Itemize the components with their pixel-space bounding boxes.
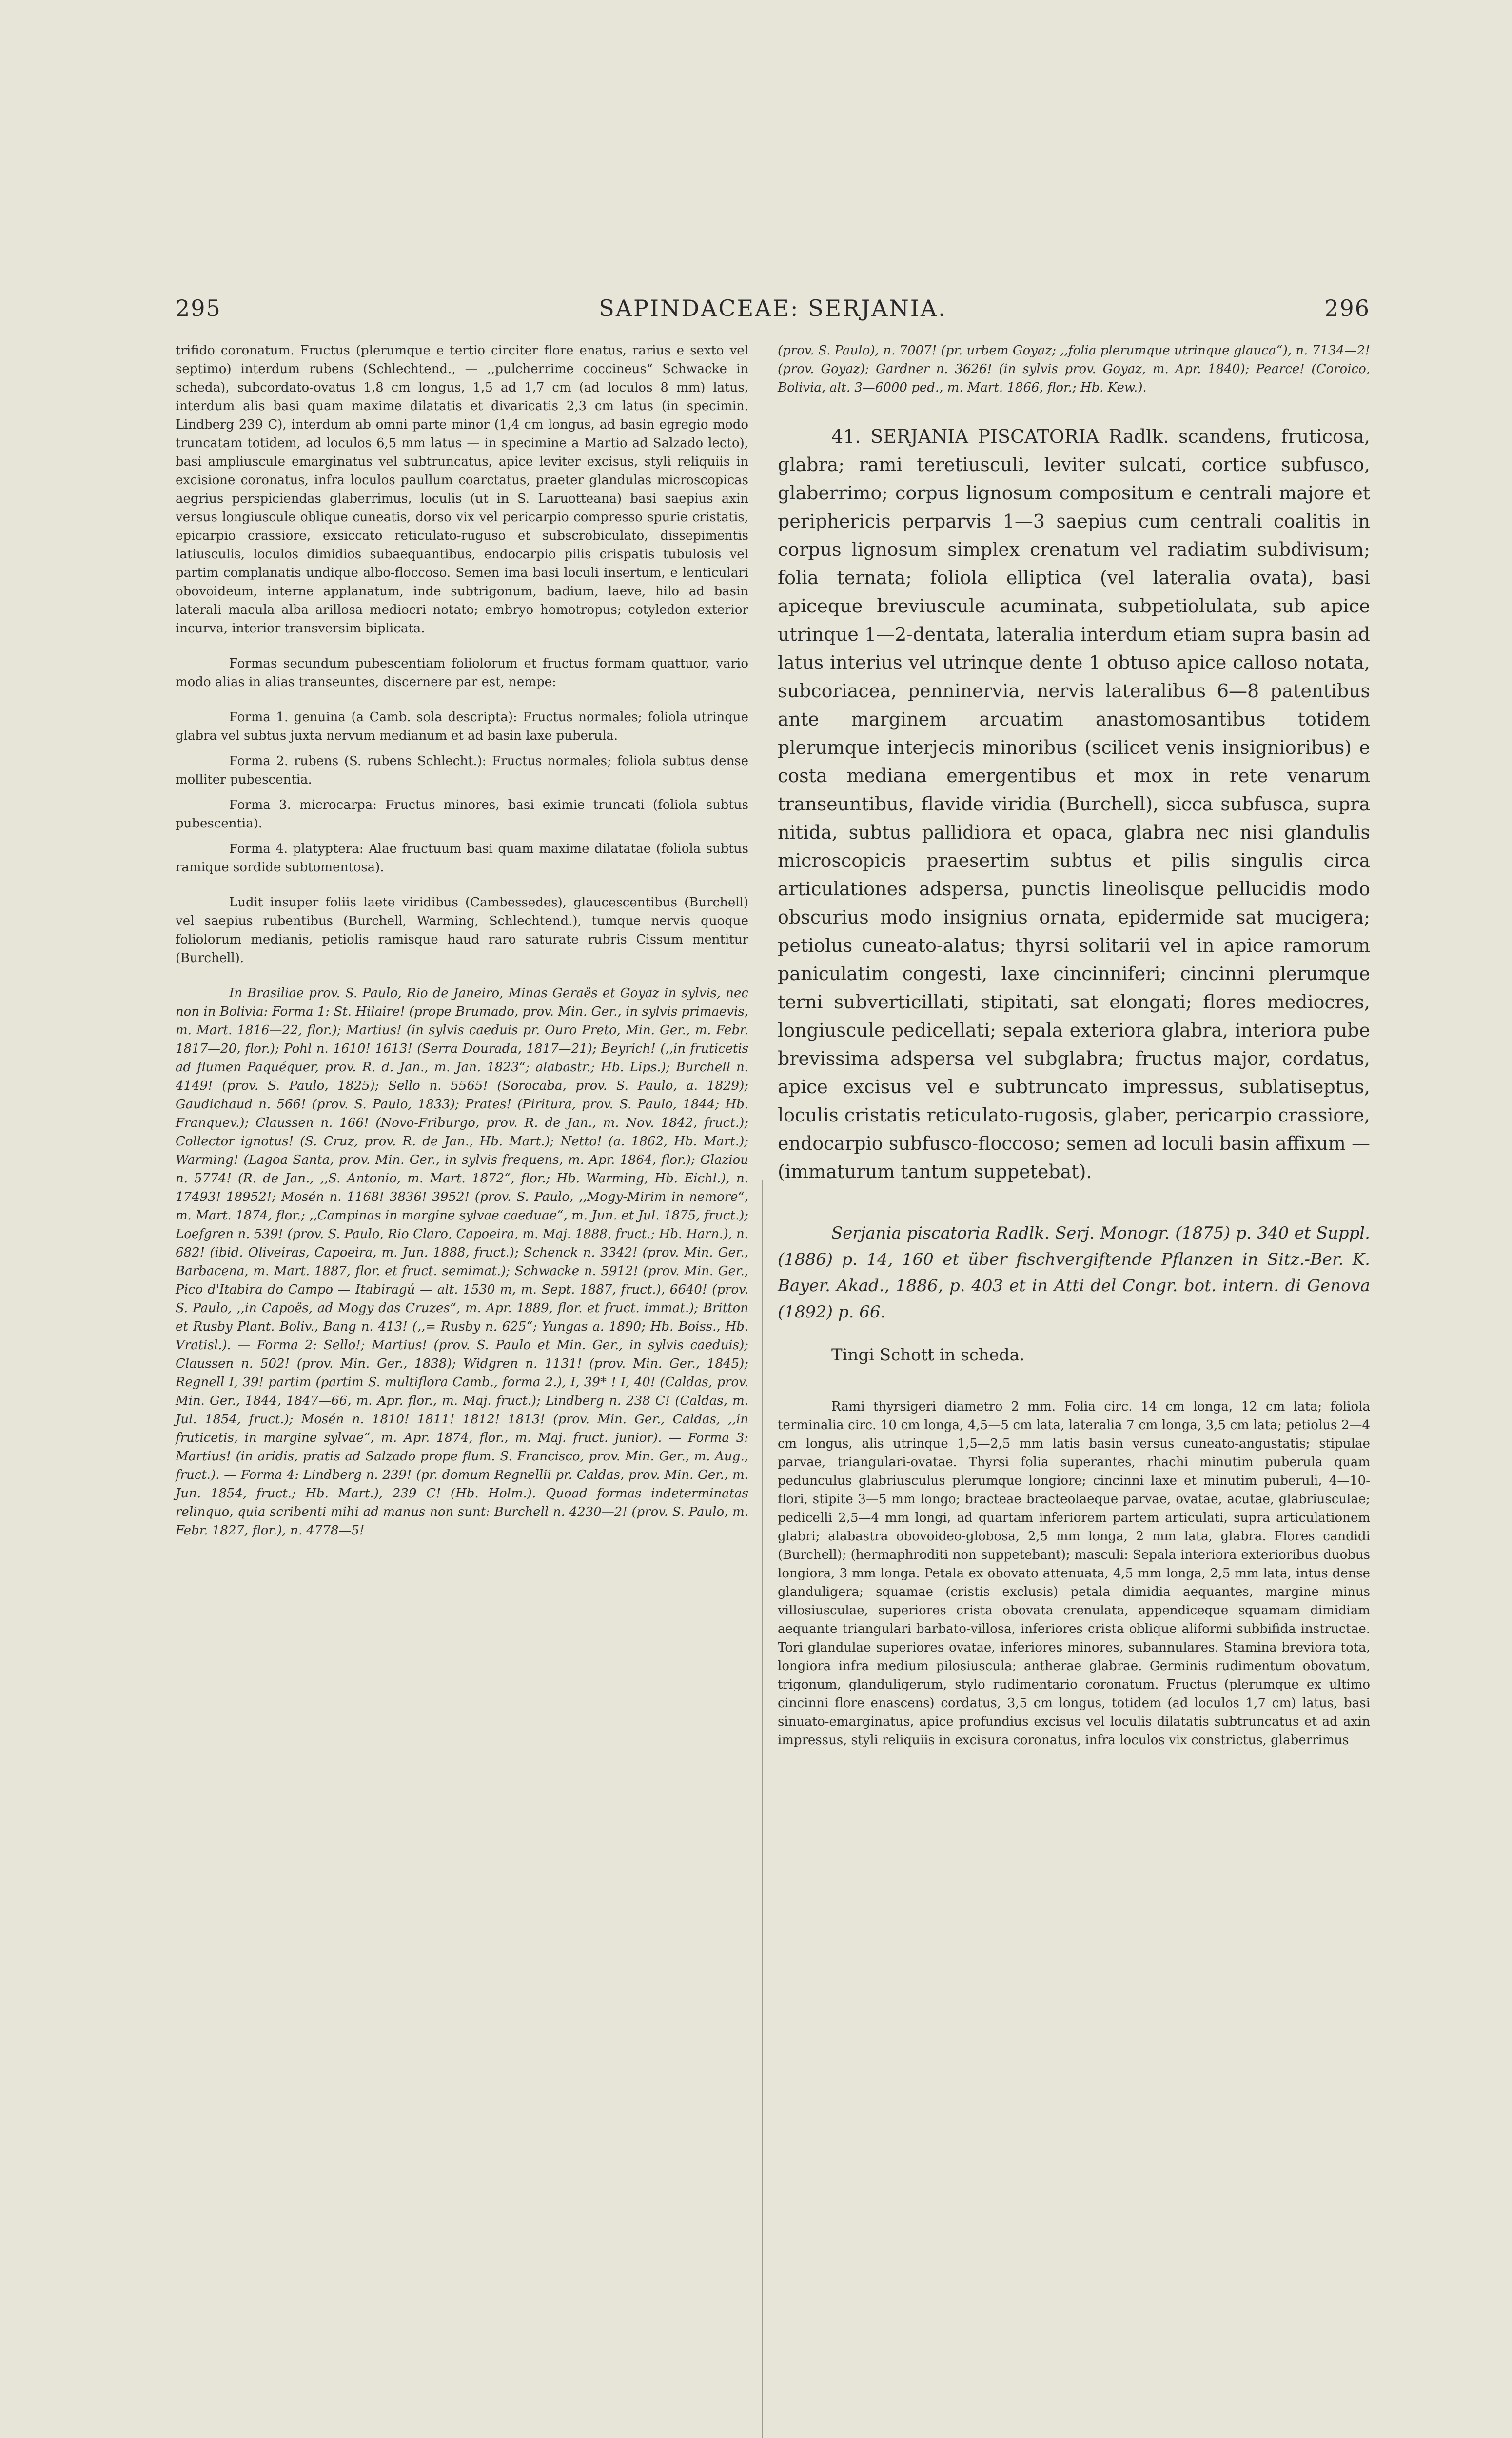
synonymy: Serjania piscatoria Radlk. Serj. Monogr. (1875) p. 340 et Suppl. (1886) p. 14, 160 et über fischvergiftende Pflanzen in Sitz.-Ber. K. Bayer. Akad., 1886, p. 403 et in Atti del Congr. bot. intern. di Genova (1892) p. 66. bbox=[778, 1223, 1370, 1322]
page-number-right: 296 bbox=[1324, 295, 1370, 321]
distribution-specimens: In Brasiliae prov. S. Paulo, Rio de Janeiro, Minas Geraës et Goyaz in sylvis, nec non in Bolivia: Forma 1: St. Hilaire! (prope Brumado, prov. Min. Ger., in sylvis primaevis, m. Mart. 1816—22, flor.); Martius! (in sylvis caeduis pr. Ouro Preto, Min. Ger., m. Febr. 1817—20, flor.); Pohl n. 1610! 1613! (Serra Dourada, 1817—21); Beyrich! (,,in fruticetis ad flumen Paquéquer, prov. R. d. Jan., m. Jan. 1823“; alabastr.; Hb. Lips.); Burchell n. 4149! (prov. S. Paulo, 1825); Sello n. 5565! (Sorocaba, prov. S. Paulo, a. 1829); Gaudichaud n. 566! (prov. S. Paulo, 1833); Prates! (Piritura, prov. S. Paulo, 1844; Hb. Franquev.); Claussen n. 166! (Novo-Friburgo, prov. R. de Jan., m. Nov. 1842, fruct.); Collector ignotus! (S. Cruz, prov. R. de Jan., Hb. Mart.); Netto! (a. 1862, Hb. Mart.); Warming! (Lagoa Santa, prov. Min. Ger., in sylvis frequens, m. Apr. 1864, flor.); Glaziou n. 5774! (R. de Jan., ,,S. Antonio, m. Mart. 1872“, flor.; Hb. Warming, Hb. Eichl.), n. 17493! 18952!; Mosén n. 1168! 3836! 3952! (prov. S. Paulo, ,,Mogy-Mirim in nemore“, m. Mart. 1874, flor.; ,,Campinas in margine sylvae caeduae“, m. Jun. et Jul. 1875, fruct.); Loefgren n. 539! (prov. S. Paulo, Rio Claro, Capoeira, m. Maj. 1888, fruct.; Hb. Harn.), n. 682! (ibid. Oliveiras, Capoeira, m. Jun. 1888, fruct.); Schenck n. 3342! (prov. Min. Ger., Barbacena, m. Mart. 1887, flor. et fruct. semimat.); Schwacke n. 5912! (prov. Min. Ger., Pico d'Itabira do Campo — Itabiragú — alt. 1530 m, m. Sept. 1887, fruct.), 6640! (prov. S. Paulo, ,,in Capoës, ad Mogy das Cruzes“, m. Apr. 1889, flor. et fruct. immat.); Britton et Rusby Plant. Boliv., Bang n. 413! (,,= Rusby n. 625“; Yungas a. 1890; Hb. Boiss., Hb. Vratisl.). — Forma 2: Sello!; Martius! (prov. S. Paulo et Min. Ger., in sylvis caeduis); Claussen n. 502! (prov. Min. Ger., 1838); Widgren n. 1131! (prov. Min. Ger., 1845); Regnell I, 39! partim (partim S. multiflora Camb., forma 2.), I, 39* ! I, 40! (Caldas, prov. Min. Ger., 1844, 1847—66, m. Apr. flor., m. Maj. fruct.); Lindberg n. 238 C! (Caldas, m. Jul. 1854, fruct.); Mosén n. 1810! 1811! 1812! 1813! (prov. Min. Ger., Caldas, ,,in fruticetis, in margine sylvae“, m. Apr. 1874, flor., m. Maj. fruct. junior). — Forma 3: Martius! (in aridis, pratis ad Salzado prope flum. S. Francisco, prov. Min. Ger., m. Aug., fruct.). — Forma 4: Lindberg n. 239! (pr. domum Regnellii pr. Caldas, prov. Min. Ger., m. Jun. 1854, fruct.; Hb. Mart.), 239 C! (Hb. Holm.). Quoad formas indeterminatas relinquo, quia scribenti mihi ad manus non sunt: Burchell n. 4230—2! (prov. S. Paulo, m. Febr. 1827, flor.), n. 4778—5! bbox=[176, 986, 748, 1538]
detailed-description: Rami thyrsigeri diametro 2 mm. Folia circ. 14 cm longa, 12 cm lata; foliola terminalia circ. 10 cm longa, 4,5—5 cm lata, lateralia 7 cm longa, 3,5 cm lata; petiolus 2—4 cm longus, alis utrinque 1,5—2,5 mm latis basin versus cuneato-angustatis; stipulae parvae, triangulari-ovatae. Thyrsi folia superantes, rhachi minutim puberula quam pedunculus glabriusculus plerumque longiore; cincinni laxe et minutim puberuli, 4—10-flori, stipite 3—5 mm longo; bracteae bracteolaeque parvae, ovatae, acutae, glabriusculae; pedicelli 2,5—4 mm longi, ad quartam inferiorem partem articulati, supra articulationem glabri; alabastra obovoideo-globosa, 2,5 mm longa, 2 mm lata, glabra. Flores candidi (Burchell); (hermaphroditi non suppetebant); masculi: Sepala interiora exterioribus duobus longiora, 3 mm longa. Petala ex obovato attenuata, 4,5 mm longa, 2,5 mm lata, intus dense glanduligera; squamae (cristis exclusis) petala dimidia aequantes, margine minus villosiusculae, superiores crista obovata crenulata, appendiceque squamam dimidiam aequante triangulari barbato-villosa, inferiores crista oblique aliformi subbifida instructae. Tori glandulae superiores ovatae, inferiores minores, subannulares. Stamina breviora tota, longiora infra medium pilosiuscula; antherae glabrae. Germinis rudimentum obovatum, trigonum, glanduligerum, stylo rudimentario coronatum. Fructus (plerumque ex ultimo cincinni flore enascens) cordatus, 3,5 cm longus, totidem (ad loculos 1,7 cm) latus, basi sinuato-emarginatus, apice profundius excisus vel loculis dilatatis subtruncatus et ad axin impressus, styli reliquiis in excisura coronatus, infra loculos vix constrictus, glaberrimus bbox=[778, 1399, 1370, 1748]
running-title: SAPINDACEAE: SERJANIA. bbox=[599, 295, 947, 321]
page-number-left: 295 bbox=[176, 295, 221, 321]
specimens-continued: (prov. S. Paulo), n. 7007! (pr. urbem Goyaz; ,,folia plerumque utrinque glauca“), n. 7134—2! (prov. Goyaz); Gardner n. 3626! (in sylvis prov. Goyaz, m. Apr. 1840); Pearce! (Coroico, Bolivia, alt. 3—6000 ped., m. Mart. 1866, flor.; Hb. Kew.). bbox=[778, 343, 1370, 395]
forma-4: Forma 4. platyptera: Alae fructuum basi quam maxime dilatatae (foliola subtus ramique sordide subtomentosa). bbox=[176, 842, 748, 875]
species-description: 41. SERJANIA PISCATORIA Radlk. scandens, fruticosa, glabra; rami teretiusculi, leviter sulcati, cortice subfusco, glaberrimo; corpus lignosum compositum e centrali majore et periphericis perparvis 1—3 saepius cum centrali coalitis in corpus lignosum simplex crenatum vel radiatim subdivisum; folia ternata; foliola elliptica (vel lateralia ovata), basi apiceque breviuscule acuminata, subpetiolulata, sub apice utrinque 1—2-dentata, lateralia interdum etiam supra basin ad latus interius vel utrinque dente 1 obtuso apice calloso notata, subcoriacea, penninervia, nervis lateralibus 6—8 patentibus ante marginem arcuatim anastomosantibus totidem plerumque interjecis minoribus (scilicet venis insignioribus) e costa mediana emergentibus et mox in rete venarum transeuntibus, flavide viridia (Burchell), sicca subfusca, supra nitida, subtus pallidiora et opaca, glabra nec nisi glandulis microscopicis praesertim subtus et pilis singulis circa articulationes adspersa, punctis lineolisque pellucidis modo obscurius modo insignius ornata, epidermide sat mucigera; petiolus cuneato-alatus; thyrsi solitarii vel in apice ramorum paniculatim congesti, laxe cincinniferi; cincinni plerumque terni subverticillati, stipitati, sat elongati; flores mediocres, longiuscule pedicellati; sepala exteriora glabra, interiora pube brevissima adspersa vel subglabra; fructus major, cordatus, apice excisus vel e subtruncato impressus, sublatiseptus, loculis cristatis reticulato-rugosis, glaber, pericarpio crassiore, endocarpio subfusco-floccoso; semen ad loculi basin affixum — (immaturum tantum suppetebat). bbox=[778, 426, 1370, 1182]
forma-3: Forma 3. microcarpa: Fructus minores, basi eximie truncati (foliola subtus pubescentia). bbox=[176, 798, 748, 831]
fruit-description: trifido coronatum. Fructus (plerumque e tertio circiter flore enatus, rarius e sexto vel septimo) interdum rubens (Schlechtend., — ,,pulcherrime coccineus“ Schwacke in scheda), subcordato-ovatus 1,8 cm longus, 1,5 ad 1,7 cm (ad loculos 8 mm) latus, interdum alis basi quam maxime dilatatis et divaricatis 2,3 cm latus (in specimin. Lindberg 239 C), interdum ab omni parte minor (1,4 cm longus, ad basin egregio modo truncatam totidem, ad loculos 6,5 mm latus — in specimine a Martio ad Salzado lecto), basi ampliuscule emarginatus vel subtruncatus, apice leviter excisus, styli reliquiis in excisione coronatus, infra loculos paullum coarctatus, praeter glandulas microscopicas aegrius perspiciendas glaberrimus, loculis (ut in S. Laruotteana) basi saepius axin versus longiuscule oblique cuneatis, dorso vix vel pericarpio compresso spurie cristatis, epicarpio crassiore, exsiccato reticulato-ruguso et subscrobiculato, dissepimentis latiusculis, loculos dimidios subaequantibus, endocarpio pilis crispatis tubulosis vel partim complanatis undique albo-floccoso. Semen ima basi loculi insertum, e lenticulari obovoideum, interne applanatum, inde subtrigonum, badium, laeve, hilo ad basin laterali macula alba arillosa mediocri notato; embryo homotropus; cotyledon exterior incurva, interior transversim biplicata. bbox=[176, 343, 748, 636]
left-column bbox=[176, 341, 748, 2292]
forms-intro: Formas secundum pubescentiam foliolorum et fructus formam quattuor, vario modo alias in alias transeuntes, discernere par est, nempe: bbox=[176, 656, 748, 689]
forma-2: Forma 2. rubens (S. rubens Schlecht.): Fructus normales; foliola subtus dense molliter pubescentia. bbox=[176, 754, 748, 787]
vernacular-name: Tingi Schott in scheda. bbox=[831, 1345, 1025, 1365]
forma-1: Forma 1. genuina (a Camb. sola descripta): Fructus normales; foliola utrinque glabra vel subtus juxta nervum medianum et ad basin laxe puberula. bbox=[176, 710, 748, 743]
column-divider bbox=[762, 1180, 763, 2438]
right-column bbox=[778, 341, 1370, 2292]
page-header bbox=[176, 295, 1370, 324]
variation-note: Ludit insuper foliis laete viridibus (Cambessedes), glaucescentibus (Burchell) vel saepius rubentibus (Burchell, Warming, Schlechtend.), tumque nervis quoque foliolorum medianis, petiolis ramisque haud raro saturate rubris Cissum mentitur (Burchell). bbox=[176, 895, 748, 965]
